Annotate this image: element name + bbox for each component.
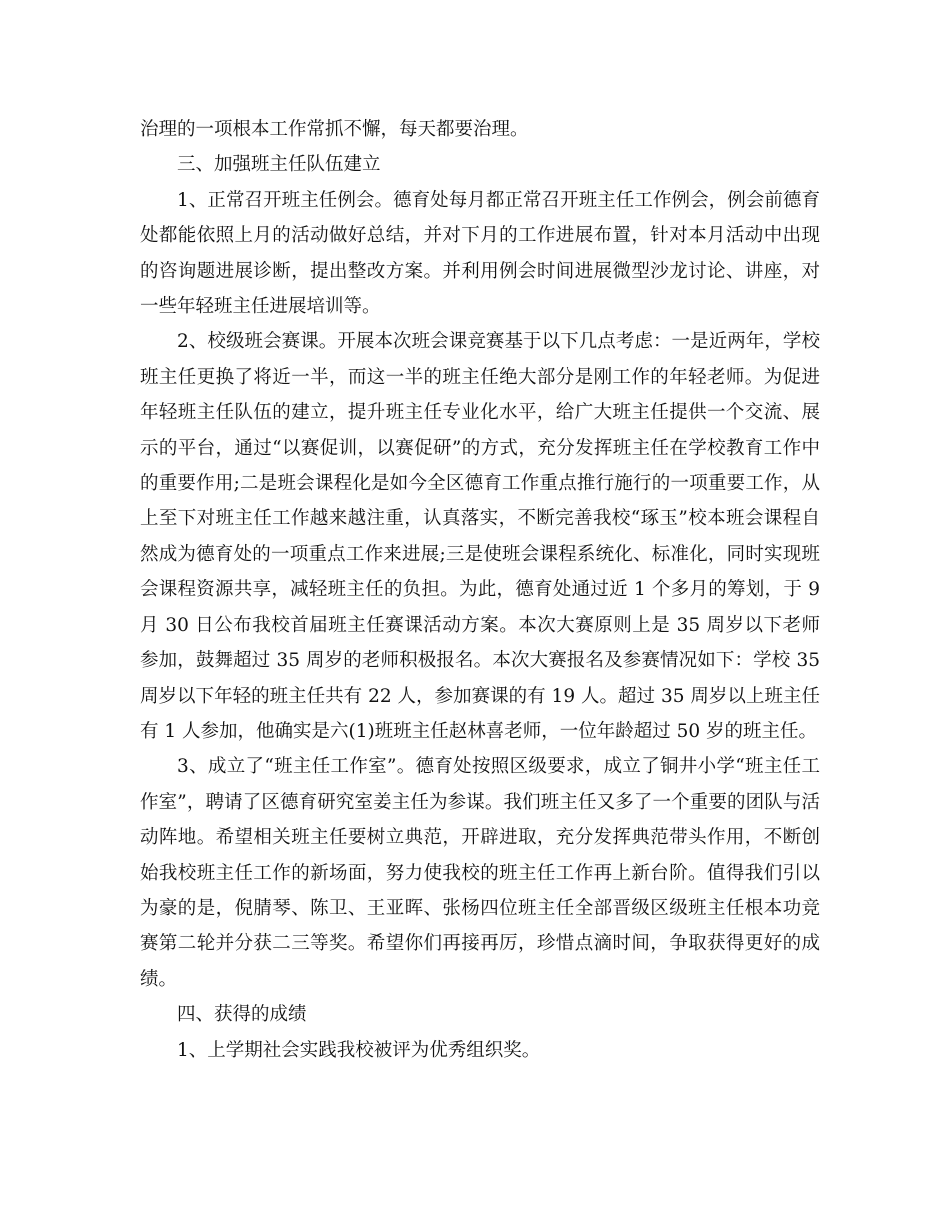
paragraph-studio: 3、成立了“班主任工作室”。德育处按照区级要求，成立了铜井小学“班主任工作室”，聘请了区德育研究室姜主任为参谋。我们班主任又多了一个重要的团队与活动阵地。希望相关班主任要树立典范，开辟进取，充分发挥典范带头作用，不断创始我校班主任工作的新场面，努力使我校的班主任工作再上新台阶。值得我们引以为豪的是，倪腈琴、陈卫、王亚晖、张杨四位班主任全部晋级区级班主任根本功竞赛第二轮并分获二三等奖。希望你们再接再厉，珍惜点滴时间，争取获得更好的成绩。 — [140, 756, 820, 990]
paragraph-continuation: 治理的一项根本工作常抓不懈，每天都要治理。 — [140, 119, 529, 140]
paragraph-award: 1、上学期社会实践我校被评为优秀组织奖。 — [177, 1039, 541, 1061]
document-body — [140, 112, 820, 1068]
section-heading-team-building: 三、加强班主任队伍建立 — [177, 154, 381, 176]
paragraph-class-meeting-contest: 2、校级班会赛课。开展本次班会课竞赛基于以下几点考虑：一是近两年，学校班主任更换了将近一半，而这一半的班主任绝大部分是刚工作的年轻老师。为促进年轻班主任队伍的建立，提升班主任专业化水平，给广大班主任提供一个交流、展示的平台，通过“以赛促训，以赛促研”的方式，充分发挥班主任在学校教育工作中的重要作用;二是班会课程化是如今全区德育工作重点推行施行的一项重要工作，从上至下对班主任工作越来越注重，认真落实，不断完善我校“琢玉”校本班会课程自然成为德育处的一项重点工作来进展;三是使班会课程系统化、标准化，同时实现班会课程资源共享，减轻班主任的负担。为此，德育处通过近 1 个多月的筹划，于 9 月 30 日公布我校首届班主任赛课活动方案。本次大赛原则上是 35 周岁以下老师参加，鼓舞超过 35 周岁的老师积极报名。本次大赛报名及参赛情况如下：学校 35 周岁以下年轻的班主任共有 22 人，参加赛课的有 19 人。超过 35 周岁以上班主任有 1 人参加，他确实是六(1)班班主任赵林喜老师，一位年龄超过 50 岁的班主任。 — [140, 331, 820, 742]
paragraph-meetings: 1、正常召开班主任例会。德育处每月都正常召开班主任工作例会，例会前德育处都能依照上月的活动做好总结，并对下月的工作进展布置，针对本月活动中出现的咨询题进展诊断，提出整改方案。并利用例会时间进展微型沙龙讨论、讲座，对一些年轻班主任进展培训等。 — [140, 189, 820, 318]
section-heading-achievements: 四、获得的成绩 — [177, 1004, 307, 1026]
